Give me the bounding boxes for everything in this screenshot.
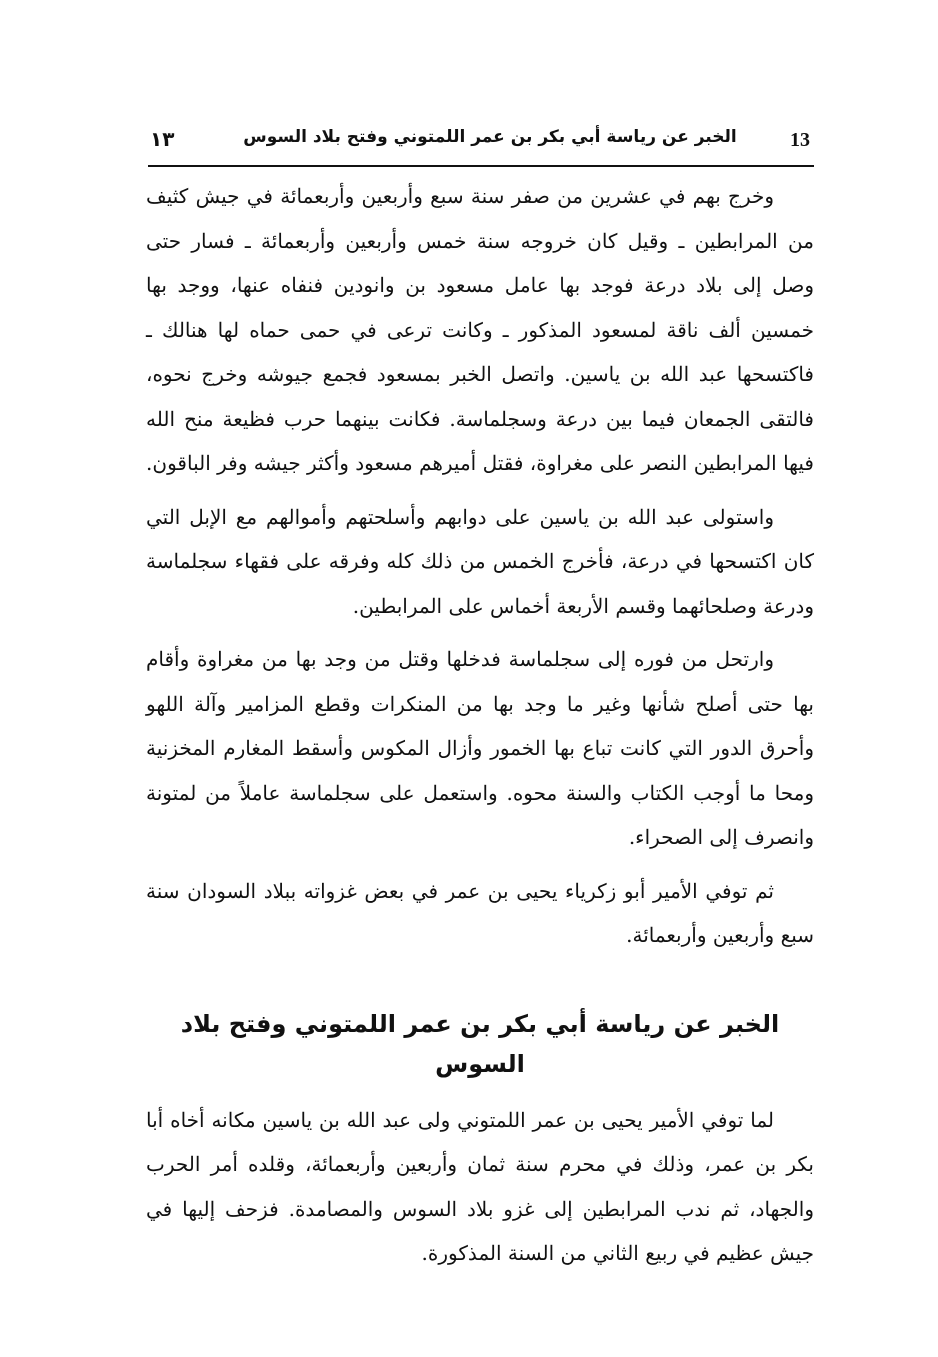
paragraph: ثم توفي الأمير أبو زكرياء يحيى بن عمر في بعض غزواته ببلاد السودان سنة سبع وأربعين وأربعمائة. — [146, 878, 814, 947]
header-divider — [148, 165, 814, 167]
paragraph: وخرج بهم في عشرين من صفر سنة سبع وأربعين وأربعمائة في جيش كثيف من المرابطين ـ وقيل كان خروجه سنة خمس وأربعين وأربعمائة ـ فسار حتى وصل إلى بلاد درعة فوجد بها عامل مسعود بن وانودين فنفاه عنها، ووجد بها خمسين ألف ناقة لمسعود المذكور ـ وكانت ترعى في حمى حماه لها هنالك ـ فاكتسحها عبد الله بن ياسين. واتصل الخبر بمسعود فجمع جيوشه وخرج نحوه، فالتقى الجمعان فيما بين درعة وسجلماسة. فكانت بينهما حرب فظيعة منح الله فيها المرابطين النصر على مغراوة، فقتل أميرهم مسعود وأكثر جيشه وفر الباقون. — [146, 184, 814, 475]
body-text — [146, 174, 814, 1285]
section-heading: الخبر عن رياسة أبي بكر بن عمر اللمتوني وفتح بلاد السوس — [180, 1009, 780, 1078]
page-number-arabic: ١٣ — [150, 127, 175, 151]
running-header — [150, 125, 812, 161]
running-title: الخبر عن رياسة أبي بكر بن عمر اللمتوني وفتح بلاد السوس — [243, 127, 737, 147]
paragraph: وارتحل من فوره إلى سجلماسة فدخلها وقتل من وجد بها من مغراوة وأقام بها حتى أصلح شأنها وغير ما وجد بها من المنكرات وقطع المزامير وآلة اللهو وأحرق الدور التي كانت تباع بها الخمور وأزال المكوس وأسقط المغارم المخزنية ومحا ما أوجب الكتاب والسنة محوه. واستعمل على سجلماسة عاملاً من لمتونة وانصرف إلى الصحراء. — [146, 647, 814, 849]
section-paragraph: لما توفي الأمير يحيى بن عمر اللمتوني ولى عبد الله بن ياسين مكانه أخاه أبا بكر بن عمر، وذلك في محرم سنة ثمان وأربعين وأربعمائة، وقلده أمر الحرب والجهاد، ثم ندب المرابطين إلى غزو بلاد السوس والمصامدة. فزحف إليها في جيش عظيم في ربيع الثاني من السنة المذكورة. — [146, 1107, 814, 1265]
paragraph: واستولى عبد الله بن ياسين على دوابهم وأسلحتهم وأموالهم مع الإبل التي كان اكتسحها في درعة، فأخرج الخمس من ذلك كله وفرقه على فقهاء سجلماسة ودرعة وصلحائهما وقسم الأربعة أخماس على المرابطين. — [146, 504, 814, 618]
page-number-latin: 13 — [790, 129, 810, 151]
